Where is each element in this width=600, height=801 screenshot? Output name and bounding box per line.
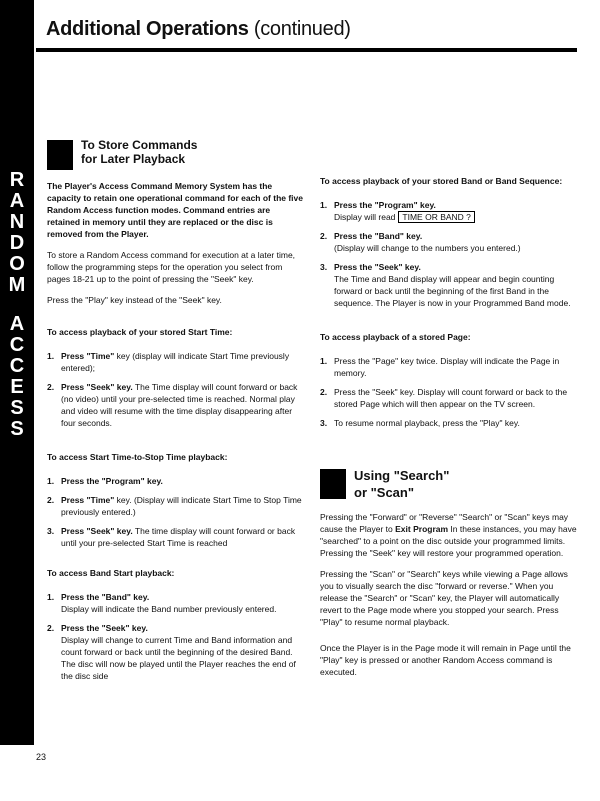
step-number: 2.: [47, 382, 55, 392]
band-start-steps: [47, 591, 305, 682]
page-title-continued: (continued): [253, 18, 351, 40]
step-bold: Press the "Band" key.: [334, 231, 423, 241]
page-number: 23: [36, 752, 47, 762]
page-playback-subhead: To access playback of a stored Page:: [320, 332, 471, 342]
step-text: The Time display will count forward or back (no video) until your pre-selected time is reached. Normal play and video will resume with the time display disappearing after four seconds.: [61, 382, 298, 428]
side-letter: C: [9, 355, 25, 377]
step-number: 3.: [47, 526, 55, 536]
section-marker: [320, 469, 346, 499]
side-tab: [0, 0, 34, 745]
step-bold: Press "Seek" key.: [61, 382, 133, 392]
search-para: Pressing the "Scan" or "Search" keys while viewing a Page allows you to visually search the disc "forward or reverse." When you release the "Search" or "Scan" key, the Player will automatically revert to the Page mode where you stopped your search. Press "Play" to resume normal playback.: [320, 569, 568, 627]
start-stop-subhead: To access Start Time-to-Stop Time playback:: [47, 452, 228, 462]
start-time-subhead: To access playback of your stored Start Time:: [47, 327, 233, 337]
list-item: [320, 417, 580, 429]
display-readout: TIME OR BAND ?: [398, 211, 474, 223]
exit-program-term: Exit Program: [395, 524, 449, 534]
side-tab-label: [0, 170, 34, 440]
step-text: Press the "Seek" key. Display will count forward or back to the stored Page which will then appear on the TV screen.: [334, 387, 568, 409]
search-para-text: Pressing the "Forward" or "Reverse" "Search" or "Scan" keys may cause the Player to: [320, 512, 569, 534]
side-letter: N: [9, 211, 25, 233]
step-number: 1.: [320, 356, 328, 366]
right-column: [320, 175, 580, 687]
search-para-text: In these instances, you may have "searched" to a point on the disc outside your programmed limits. Pressing the "Seek" key will restore your programmed operation.: [320, 524, 577, 558]
side-letter: S: [10, 397, 24, 419]
band-start-subhead: To access Band Start playback:: [47, 568, 175, 578]
step-number: 2.: [47, 495, 55, 505]
step-bold: Press "Time": [61, 351, 115, 361]
step-number: 1.: [320, 200, 328, 210]
heading-line: To Store Commands: [81, 138, 198, 152]
side-letter: C: [9, 334, 25, 356]
side-letter: R: [9, 169, 25, 191]
list-item: [320, 386, 580, 410]
step-text: Press the "Page" key twice. Display will indicate the Page in memory.: [334, 356, 560, 378]
step-text: Display will change to current Time and Band information and count forward or back until the beginning of the desired Band. The disc will now be played until the Player reaches the end of the disc side: [61, 635, 296, 681]
page-title: [46, 18, 351, 41]
step-text: The time display will count forward or back until your pre-selected Start Time is reached: [61, 526, 296, 548]
section-heading-text: [354, 467, 449, 501]
list-item: [320, 199, 580, 223]
list-item: [47, 622, 305, 682]
step-bold: Press "Seek" key.: [61, 526, 133, 536]
list-item: [47, 494, 305, 518]
step-number: 3.: [320, 262, 328, 272]
step-text-line: [334, 211, 580, 223]
list-item: [47, 525, 305, 549]
heading-line: Using "Search": [354, 468, 450, 483]
store-para: Press the "Play" key instead of the "Seek" key.: [47, 295, 222, 305]
side-letter: M: [8, 274, 26, 296]
list-item: [47, 350, 305, 374]
page-playback-steps: [320, 355, 580, 429]
step-number: 1.: [47, 476, 55, 486]
store-para: To store a Random Access command for execution at a later time, follow the programming steps for the operation you select from pages 18-21 up to the point of pressing the "Seek" key.: [47, 250, 296, 284]
section-heading-text: [81, 138, 197, 166]
step-bold: Press the "Program" key.: [61, 476, 163, 486]
side-letter: D: [9, 232, 25, 254]
start-time-steps: [47, 350, 305, 429]
store-intro: The Player's Access Command Memory System has the capacity to retain one operational command for each of the five Random Access function modes. Command entries are retained in memory until they are replaced or the disc is removed from the Player.: [47, 181, 304, 239]
side-letter: O: [9, 253, 25, 275]
step-number: 3.: [320, 418, 328, 428]
title-rule: [36, 48, 577, 52]
step-text: (Display will change to the numbers you entered.): [334, 243, 521, 253]
step-number: 2.: [47, 623, 55, 633]
side-letter: A: [9, 190, 25, 212]
search-para: Once the Player is in the Page mode it will remain in Page until the "Play" key is pressed or another Random Access command is executed.: [320, 643, 571, 677]
step-text: The Time and Band display will appear and begin counting forward or back until the beginning of the first Band in the sequence. The Player is now in your Programmed Band mode.: [334, 274, 571, 308]
search-para: [320, 511, 580, 559]
step-number: 2.: [320, 231, 328, 241]
side-letter: S: [10, 418, 24, 440]
step-text: key (display will indicate Start Time previously entered);: [61, 351, 290, 373]
step-bold: Press the "Seek" key.: [61, 623, 148, 633]
step-text: Display will read: [334, 212, 396, 222]
list-item: [320, 355, 580, 379]
list-item: [47, 591, 305, 615]
step-bold: Press "Time": [61, 495, 115, 505]
step-text: Display will indicate the Band number previously entered.: [61, 604, 277, 614]
step-number: 2.: [320, 387, 328, 397]
list-item: [47, 381, 305, 429]
list-item: [47, 475, 305, 487]
step-bold: Press the "Seek" key.: [334, 262, 421, 272]
search-scan-heading: [320, 467, 580, 501]
side-letter: A: [9, 313, 25, 335]
step-number: 1.: [47, 351, 55, 361]
list-item: [320, 230, 580, 254]
heading-line: or "Scan": [354, 485, 415, 500]
step-text: To resume normal playback, press the "Play" key.: [334, 418, 520, 428]
start-stop-steps: [47, 475, 305, 549]
step-text: key. (Display will indicate Start Time to Stop Time previously entered.): [61, 495, 302, 517]
band-sequence-steps: [320, 199, 580, 309]
left-column: [47, 138, 305, 691]
page-title-bold: Additional Operations: [46, 18, 249, 40]
step-number: 1.: [47, 592, 55, 602]
step-bold: Press the "Band" key.: [61, 592, 150, 602]
store-commands-heading: [47, 138, 305, 170]
list-item: [320, 261, 580, 309]
side-letter: E: [10, 376, 24, 398]
step-bold: Press the "Program" key.: [334, 200, 436, 210]
band-sequence-subhead: To access playback of your stored Band or Band Sequence:: [320, 176, 563, 186]
section-marker: [47, 140, 73, 170]
heading-line: for Later Playback: [81, 152, 186, 166]
